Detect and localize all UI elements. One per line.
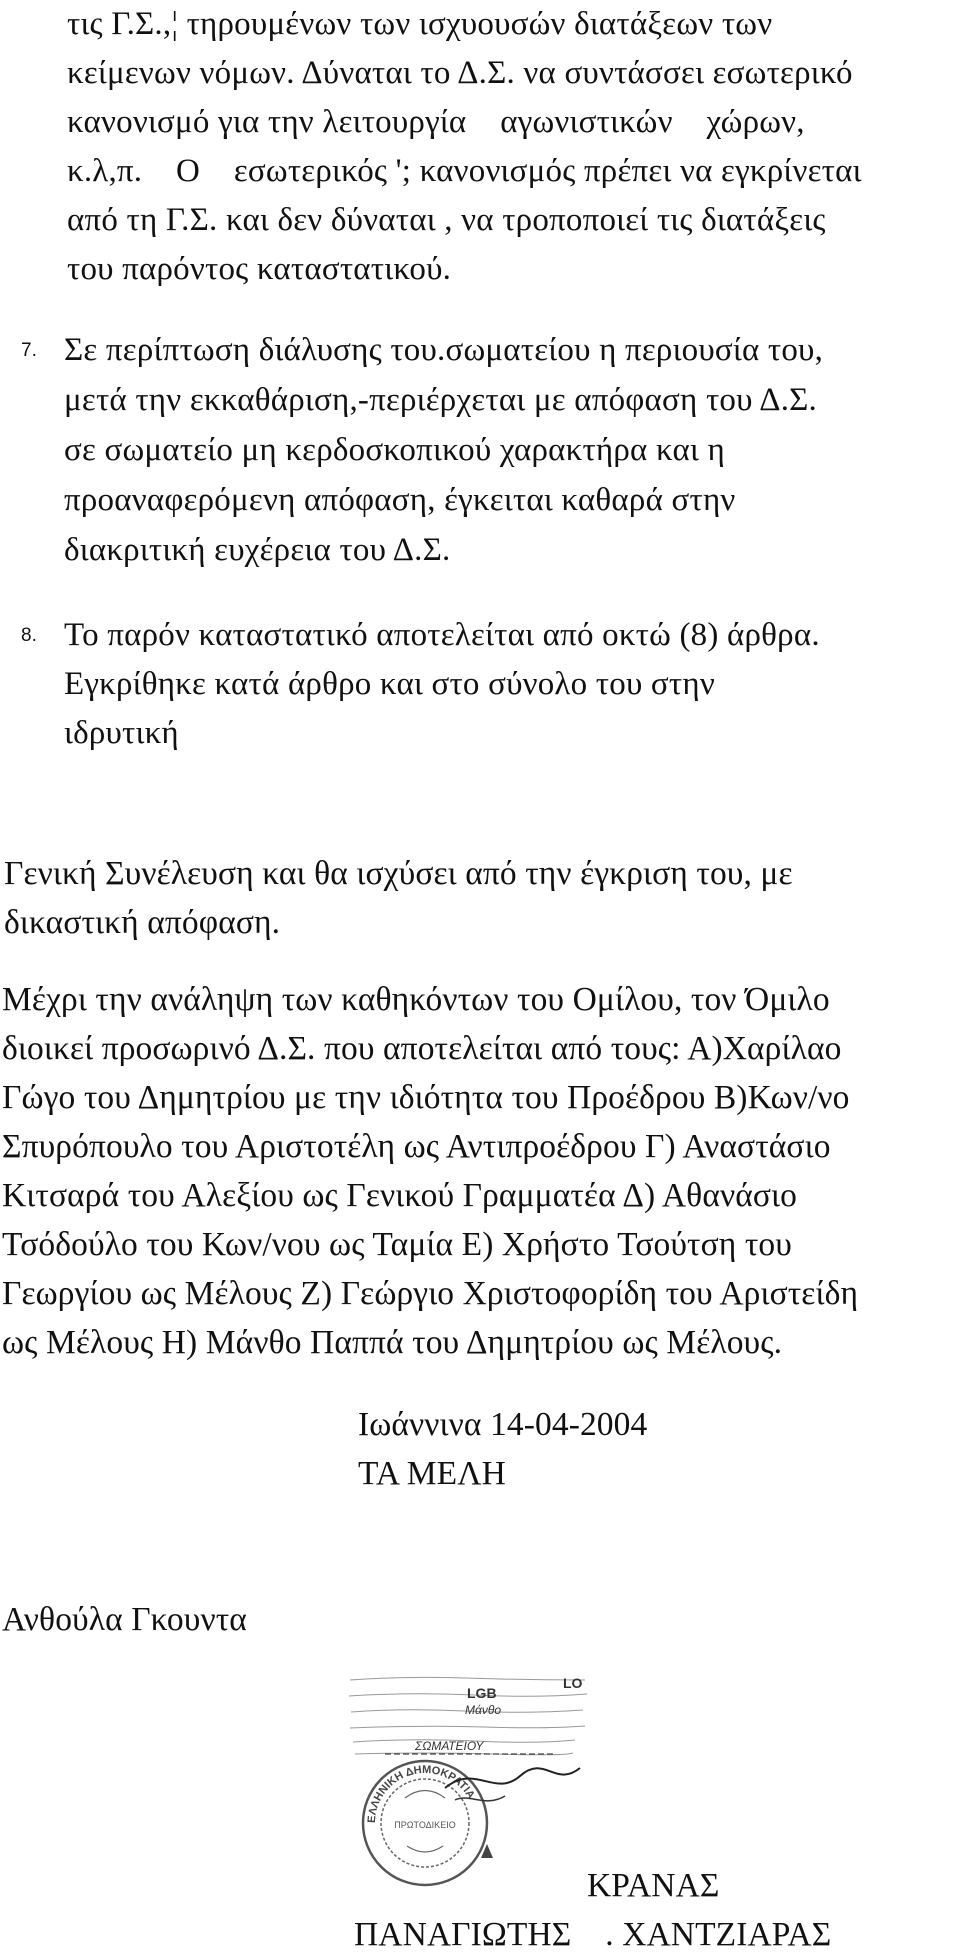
item-7-number: 7. — [21, 340, 37, 361]
assembly-line-1: Γενική Συνέλευση και θα ισχύσει από την έγκριση του, με — [4, 855, 793, 892]
board-line-5: Κιτσαρά του Αλεξίου ως Γενικού Γραμματέα Δ) Αθανάσιο — [2, 1177, 798, 1214]
item-7-line-1: Σε περίπτωση διάλυσης του.σωματείου η περιουσία του, — [64, 332, 824, 368]
item-7-line-5: διακριτική ευχέρεια του Δ.Σ. — [64, 532, 451, 568]
stamp-code-1: LGB — [467, 1685, 497, 1701]
signatory-right-2: ΠΑΝΑΓΙΩΤΗΣ . ΧΑΝΤΖΙΑΡΑΣ — [354, 1916, 832, 1953]
board-line-6: Τσόδούλο του Κων/νου ως Ταμία Ε) Χρήστο Τσούτση του — [2, 1226, 792, 1263]
place-date: Ιωάννινα 14-04-2004 — [358, 1406, 648, 1443]
stamp-handwritten: Μάνθο — [465, 1703, 502, 1717]
board-line-1: Μέχρι την ανάληψη των καθηκόντων του Ομίλου, τον Όμιλο — [2, 981, 830, 1018]
continuation-line-3: κανονισμό για την λειτουργία αγωνιστικών χώρων, — [67, 104, 805, 140]
item-8-line-3: ιδρυτική — [64, 715, 179, 751]
item-8-line-1: Το παρόν καταστατικό αποτελείται από οκτώ (8) άρθρα. — [64, 617, 820, 653]
board-line-2: διοικεί προσωρινό Δ.Σ. που αποτελείται από τους: Α)Χαρίλαο — [2, 1030, 842, 1067]
continuation-line-6: του παρόντος καταστατικού. — [67, 251, 452, 287]
official-stamp-and-seal — [345, 1668, 595, 1908]
continuation-line-5: από τη Γ.Σ. και δεν δύναται , να τροποποιεί τις διατάξεις — [67, 202, 826, 238]
signatory-right-1: ΚΡΑΝΑΣ — [587, 1867, 720, 1904]
signatory-left: Ανθούλα Γκουντα — [2, 1601, 247, 1638]
stamp-code-2: LO — [563, 1675, 583, 1691]
item-7-line-2: μετά την εκκαθάριση,-περιέρχεται με απόφαση του Δ.Σ. — [64, 382, 817, 418]
board-line-7: Γεωργίου ως Μέλους Ζ) Γεώργιο Χριστοφορίδη του Αριστείδη — [2, 1275, 859, 1312]
seal-inner-text: ΠΡΩΤΟΔΙΚΕΙΟ — [394, 1820, 456, 1830]
item-7-line-4: προαναφερόμενη απόφαση, έγκειται καθαρά στην — [64, 482, 736, 518]
assembly-line-2: δικαστική απόφαση. — [4, 904, 281, 941]
item-7-line-3: σε σωματείο μη κερδοσκοπικού χαρακτήρα και η — [64, 432, 726, 468]
stamp-line-text: ΣΩΜΑΤΕΙΟΥ — [415, 1739, 484, 1753]
board-line-3: Γώγο του Δημητρίου με την ιδιότητα του Προέδρου Β)Κων/νο — [2, 1079, 850, 1116]
seal-ring-text: ΕΛΛΗΝΙΚΗ ΔΗΜΟΚΡΑΤΙΑ — [365, 1763, 477, 1824]
board-line-4: Σπυρόπουλο του Αριστοτέλη ως Αντιπροέδρου Γ) Αναστάσιο — [2, 1128, 831, 1165]
continuation-line-4: κ.λ,π. Ο εσωτερικός '; κανονισμός πρέπει να εγκρίνεται — [67, 153, 862, 189]
item-8-line-2: Εγκρίθηκε κατά άρθρο και στο σύνολο του στην — [64, 666, 715, 702]
continuation-line-1: τις Γ.Σ.,¦ τηρουμένων των ισχυουσών διατάξεων των — [67, 6, 773, 42]
members-heading: ΤΑ ΜΕΛΗ — [358, 1455, 506, 1492]
continuation-line-2: κείμενων νόμων. Δύναται το Δ.Σ. να συντάσσει εσωτερικό — [67, 55, 853, 91]
board-line-8: ως Μέλους Η) Μάνθο Παππά του Δημητρίου ως Μέλους. — [2, 1324, 783, 1361]
item-8-number: 8. — [21, 625, 37, 646]
